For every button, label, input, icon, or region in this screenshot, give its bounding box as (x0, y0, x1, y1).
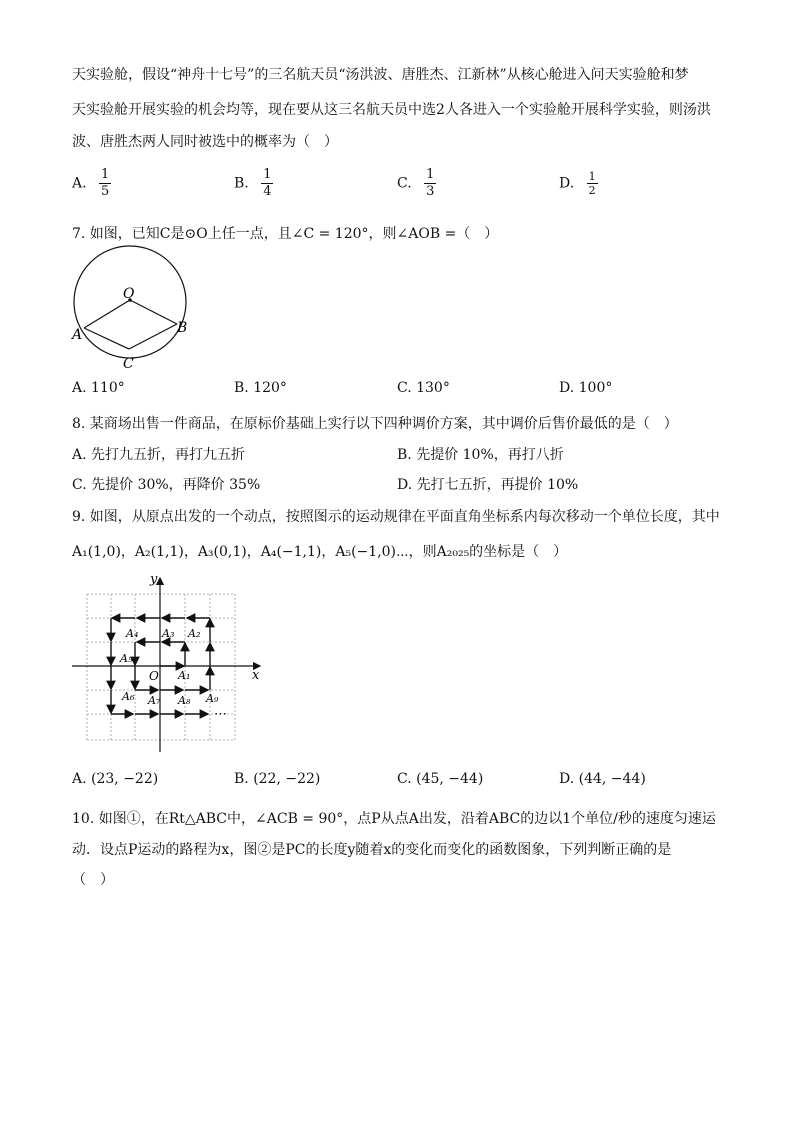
q9-option-c: C. (45, −44) (397, 771, 484, 787)
label-a: A (72, 327, 83, 343)
q7-stem: 7. 如图，已知C是⊙O上任一点，且∠C = 120°，则∠AOB =（ ） (72, 226, 499, 242)
numerator: 1 (426, 167, 435, 182)
fraction (587, 170, 598, 197)
origin-label: O (149, 669, 159, 683)
fraction (424, 167, 436, 200)
x-axis-label: x (252, 668, 260, 683)
label-a6: A₆ (122, 690, 135, 703)
q9-option-a: A. (23, −22) (72, 771, 159, 787)
q6-option-b (234, 167, 273, 200)
denominator: 5 (101, 184, 110, 199)
label-a8: A₈ (178, 694, 191, 707)
label-c: C (123, 356, 134, 372)
label-b: B (177, 320, 188, 336)
label-a5: A₅ (120, 652, 133, 665)
q9-points-line: A₁(1,0)，A₂(1,1)，A₃(0,1)，A₄(−1,1)，A₅(−1,0)⋯，则A₂₀₂₅的坐标是（ ） (72, 544, 568, 560)
denominator: 4 (263, 184, 272, 199)
denominator: 2 (588, 184, 596, 197)
segment-ac (84, 328, 129, 349)
numerator: 1 (101, 167, 110, 182)
denominator: 3 (426, 184, 435, 199)
q9-stem: 9. 如图，从原点出发的一个动点，按照图示的运动规律在平面直角坐标系内每次移动一个单位长度，其中 (72, 509, 720, 525)
label-o: O (123, 286, 135, 302)
q8-option-b: B. 先提价 10%，再打八折 (397, 447, 564, 463)
q10-line-3: （ ） (72, 872, 114, 888)
label-a1: A₁ (178, 669, 191, 682)
numerator: 1 (588, 170, 596, 183)
label-a9: A₉ (206, 692, 219, 705)
option-label: A. (72, 175, 87, 192)
q6-line-1: 天实验舱，假设“神舟十七号”的三名航天员“汤洪波、唐胜杰、江新林”从核心舱进入问天实验舱和梦 (72, 67, 689, 83)
q9-option-d: D. (44, −44) (559, 771, 646, 787)
point-labels (119, 627, 219, 707)
q7-option-b: B. 120° (234, 380, 287, 396)
label-a3: A₃ (162, 627, 175, 640)
option-label: C. (397, 175, 412, 192)
q9-grid-figure (64, 570, 274, 760)
label-a2: A₂ (188, 627, 201, 640)
ellipsis: ⋯ (214, 707, 227, 722)
q7-option-a: A. 110° (72, 380, 125, 396)
q6-line-2: 天实验舱开展实验的机会均等，现在要从这三名航天员中选2人各进入一个实验舱开展科学实验，则汤洪 (72, 102, 711, 118)
q7-option-c: C. 130° (397, 380, 450, 396)
fraction (261, 167, 273, 200)
q7-option-d: D. 100° (559, 380, 613, 396)
label-a7: A₇ (148, 694, 161, 707)
q6-option-c (397, 167, 436, 200)
q8-stem: 8. 某商场出售一件商品，在原标价基础上实行以下四种调价方案，其中调价后售价最低的是（ ） (72, 416, 678, 432)
segment-ob (130, 300, 177, 324)
option-label: D. (559, 175, 575, 192)
fraction (99, 167, 111, 200)
y-axis-label: y (150, 572, 158, 587)
numerator: 1 (263, 167, 272, 182)
q6-option-d (559, 170, 598, 197)
circle-o (74, 246, 186, 358)
q8-option-c: C. 先提价 30%，再降价 35% (72, 477, 261, 493)
segment-oa (84, 300, 130, 328)
q6-option-a (72, 167, 111, 200)
q7-circle-figure (66, 244, 196, 372)
q8-option-d: D. 先打七五折，再提价 10% (397, 477, 579, 493)
q10-line-2: 动．设点P运动的路程为x，图②是PC的长度y随着x的变化而变化的函数图象，下列判断正确的是 (72, 842, 672, 858)
q6-line-3: 波、唐胜杰两人同时被选中的概率为（ ） (72, 134, 338, 150)
grid (87, 594, 235, 740)
label-a4: A₄ (126, 627, 139, 640)
q9-option-b: B. (22, −22) (234, 771, 321, 787)
segment-cb (129, 324, 177, 349)
option-label: B. (234, 175, 249, 192)
q8-option-a: A. 先打九五折，再打九五折 (72, 447, 246, 463)
q10-line-1: 10. 如图①，在Rt△ABC中，∠ACB = 90°，点P从点A出发，沿着ABC的边以1个单位/秒的速度匀速运 (72, 811, 716, 827)
